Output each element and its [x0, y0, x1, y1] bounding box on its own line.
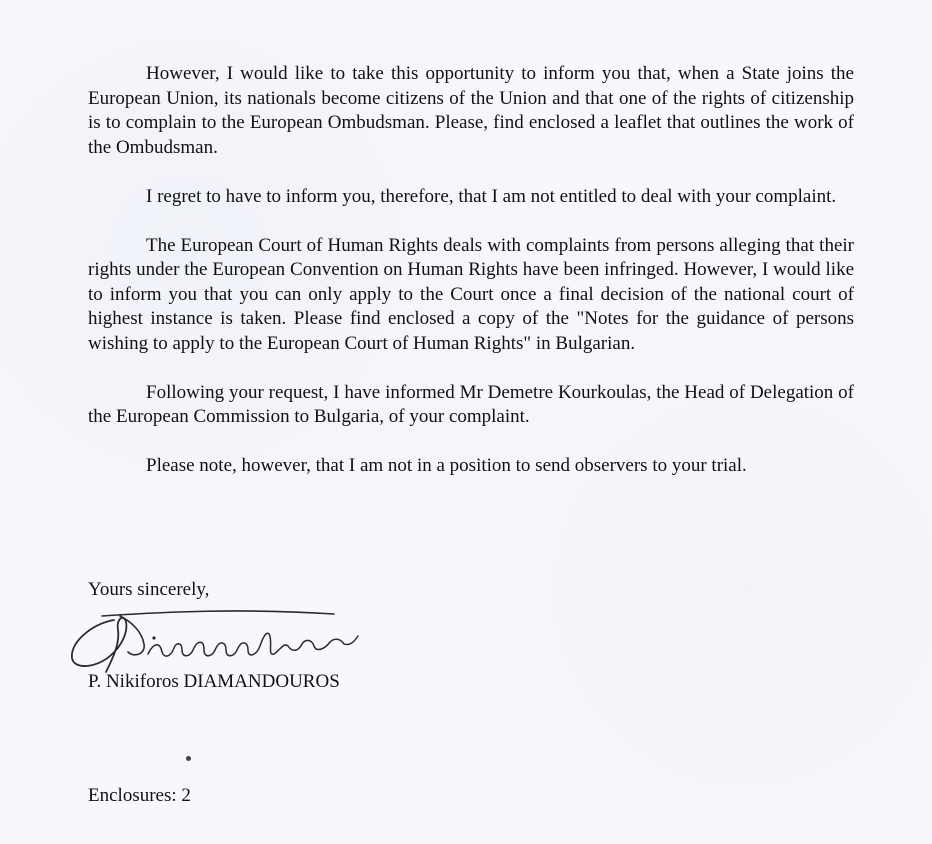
paragraph-citizenship: However, I would like to take this opportunity to inform you that, when a State joins the European Union, its nationals become citizens of the Union and that one of the rights of citizenship is to complain to the European Ombudsman. Please, find enclosed a leaflet that outlines the work of the Ombudsman.	[88, 63, 854, 158]
signature-top-stroke	[102, 611, 334, 616]
signatory-name: P. Nikiforos DIAMANDOUROS	[88, 671, 340, 692]
signature-dot	[152, 636, 155, 639]
paragraph-not-entitled: I regret to have to inform you, therefore, that I am not entitled to deal with your complaint.	[146, 185, 837, 207]
signature-tail	[344, 636, 358, 645]
letter-body	[88, 62, 854, 479]
signature-cursive-body	[148, 633, 344, 656]
signature-initial-loop	[72, 618, 127, 672]
paragraph-delegation: Following your request, I have informed Mr Demetre Kourkoulas, the Head of Delegation of the European Commission to Bulgaria, of your complaint.	[88, 381, 854, 427]
closing-salutation: Yours sincerely,	[88, 579, 210, 600]
signature-initial-cross	[120, 616, 144, 655]
enclosures-note: Enclosures: 2	[88, 785, 191, 806]
paragraph-observers: Please note, however, that I am not in a position to send observers to your trial.	[146, 455, 747, 476]
ink-speck	[186, 756, 191, 761]
handwritten-signature	[62, 602, 372, 674]
paragraph-human-rights-court: The European Court of Human Rights deals with complaints from persons alleging that their rights under the European Convention on Human Rights have been infringed. However, I would like to inform you that you can only apply to the Court once a final decision of the national court of highest instance is taken. Please find enclosed a copy of the "Notes for the guidance of persons wishing to apply to the European Court of Human Rights" in Bulgarian.	[88, 234, 854, 354]
